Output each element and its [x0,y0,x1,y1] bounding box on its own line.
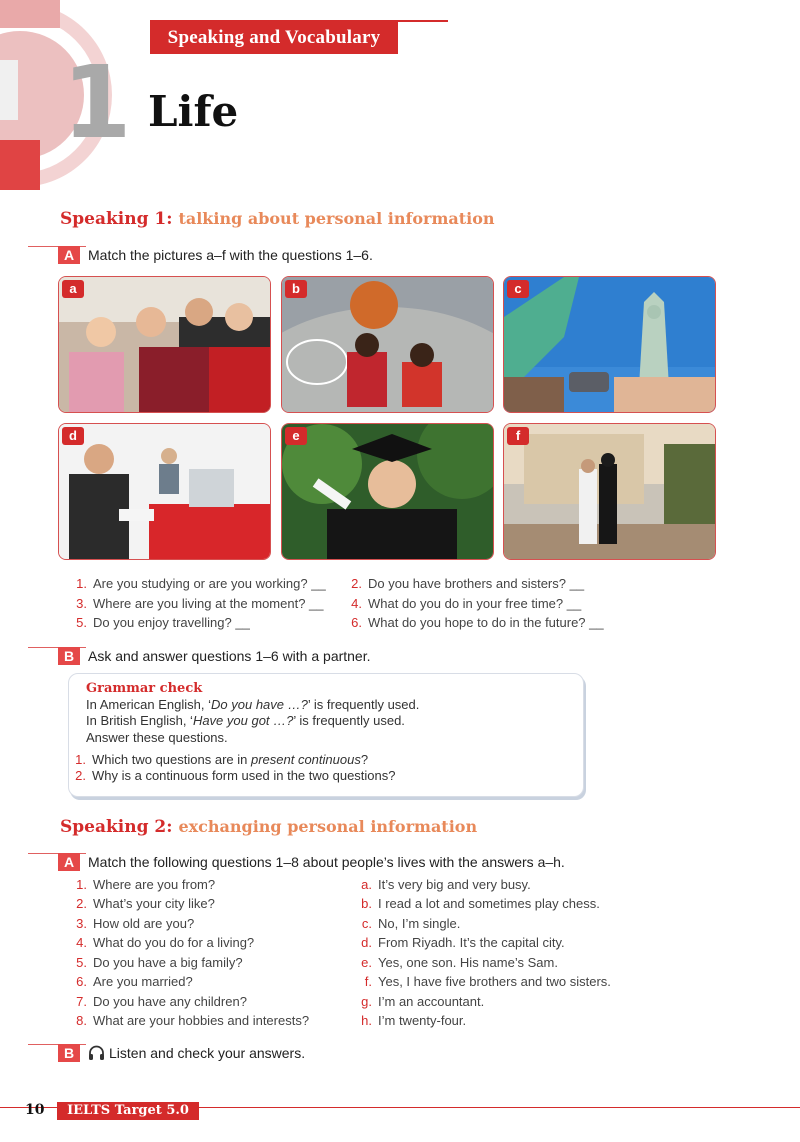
s1-question-2: 2. Do you have brothers and sisters? __ [351,576,585,591]
grammar-question-1: 1. Which two questions are in present continuous? [75,752,369,767]
s1-question-6: 6. What do you hope to do in the future? __ [351,615,604,630]
activity-b2-instruction [88,1045,305,1061]
activity-letter: A [58,853,80,871]
s2-question-4: 4. What do you do for a living? [76,935,255,950]
grammar-line-2: In British English, ‘Have you got …?’ is frequently used. [86,713,405,728]
s2-answer-g: g. I’m an accountant. [361,994,485,1009]
photo-f-street [503,423,716,560]
speaking1-heading-key: Speaking 1: [60,209,173,229]
listen-instruction-text: Listen and check your answers. [109,1045,306,1061]
s1-question-4: 4. What do you do in your free time? __ [351,596,582,611]
photo-label: a [62,280,84,298]
grammar-line-3: Answer these questions. [86,730,228,745]
s2-question-7: 7. Do you have any children? [76,994,247,1009]
photo-label: c [507,280,529,298]
s2-answer-a: a. It’s very big and very busy. [361,877,531,892]
speaking2-heading [60,817,477,837]
activity-b-instruction: Ask and answer questions 1–6 with a partner. [88,648,371,664]
s1-question-1: 1. Are you studying or are you working? __ [76,576,326,591]
activity-letter: B [58,647,80,665]
activity-letter: A [58,246,80,264]
speaking1-heading [60,209,495,229]
activity-a2-marker [58,853,86,871]
activity-b-marker [58,647,86,665]
s2-question-1: 1. Where are you from? [76,877,216,892]
speaking1-heading-sub: talking about personal information [178,209,495,228]
photo-c-statue-of-liberty [503,276,716,413]
s2-answer-d: d. From Riyadh. It’s the capital city. [361,935,565,950]
s1-question-3: 3. Where are you living at the moment? __ [76,596,324,611]
s1-question-5: 5. Do you enjoy travelling? __ [76,615,250,630]
section-tag: Speaking and Vocabulary [150,22,398,54]
unit-title: Life [148,87,239,136]
activity-a-marker [58,246,86,264]
s2-answer-e: e. Yes, one son. His name’s Sam. [361,955,558,970]
unit-number: 1 [62,44,132,161]
photo-label: e [285,427,307,445]
activity-a-instruction: Match the pictures a–f with the questions 1–6. [88,247,373,263]
s2-answer-c: c. No, I’m single. [361,916,461,931]
photo-e-graduate [281,423,494,560]
photo-a-family [58,276,271,413]
activity-b2-marker [58,1044,86,1062]
grammar-question-2: 2. Why is a continuous form used in the two questions? [75,768,396,783]
s2-answer-f: f. Yes, I have five brothers and two sisters. [364,974,611,989]
speaking2-heading-key: Speaking 2: [60,817,173,837]
photo-b-basketball [281,276,494,413]
photo-label: b [285,280,307,298]
s2-answer-h: h. I’m twenty-four. [361,1013,467,1028]
s2-question-6: 6. Are you married? [76,974,193,989]
speaking2-heading-sub: exchanging personal information [178,817,478,836]
activity-letter: B [58,1044,80,1062]
photo-d-office [58,423,271,560]
s2-question-2: 2. What’s your city like? [76,896,215,911]
s2-question-5: 5. Do you have a big family? [76,955,243,970]
activity-a2-instruction: Match the following questions 1–8 about people’s lives with the answers a–h. [88,854,565,870]
s2-question-3: 3. How old are you? [76,916,195,931]
grammar-line-1: In American English, ‘Do you have …?’ is frequently used. [86,697,420,712]
grammar-check-title: Grammar check [86,681,203,696]
photo-label: d [62,427,84,445]
photo-label: f [507,427,529,445]
headphones-icon [88,1045,105,1061]
s2-question-8: 8. What are your hobbies and interests? [76,1013,310,1028]
page-number: 10 [25,1102,45,1118]
book-title: IELTS Target 5.0 [57,1102,199,1120]
s2-answer-b: b. I read a lot and sometimes play chess. [361,896,600,911]
